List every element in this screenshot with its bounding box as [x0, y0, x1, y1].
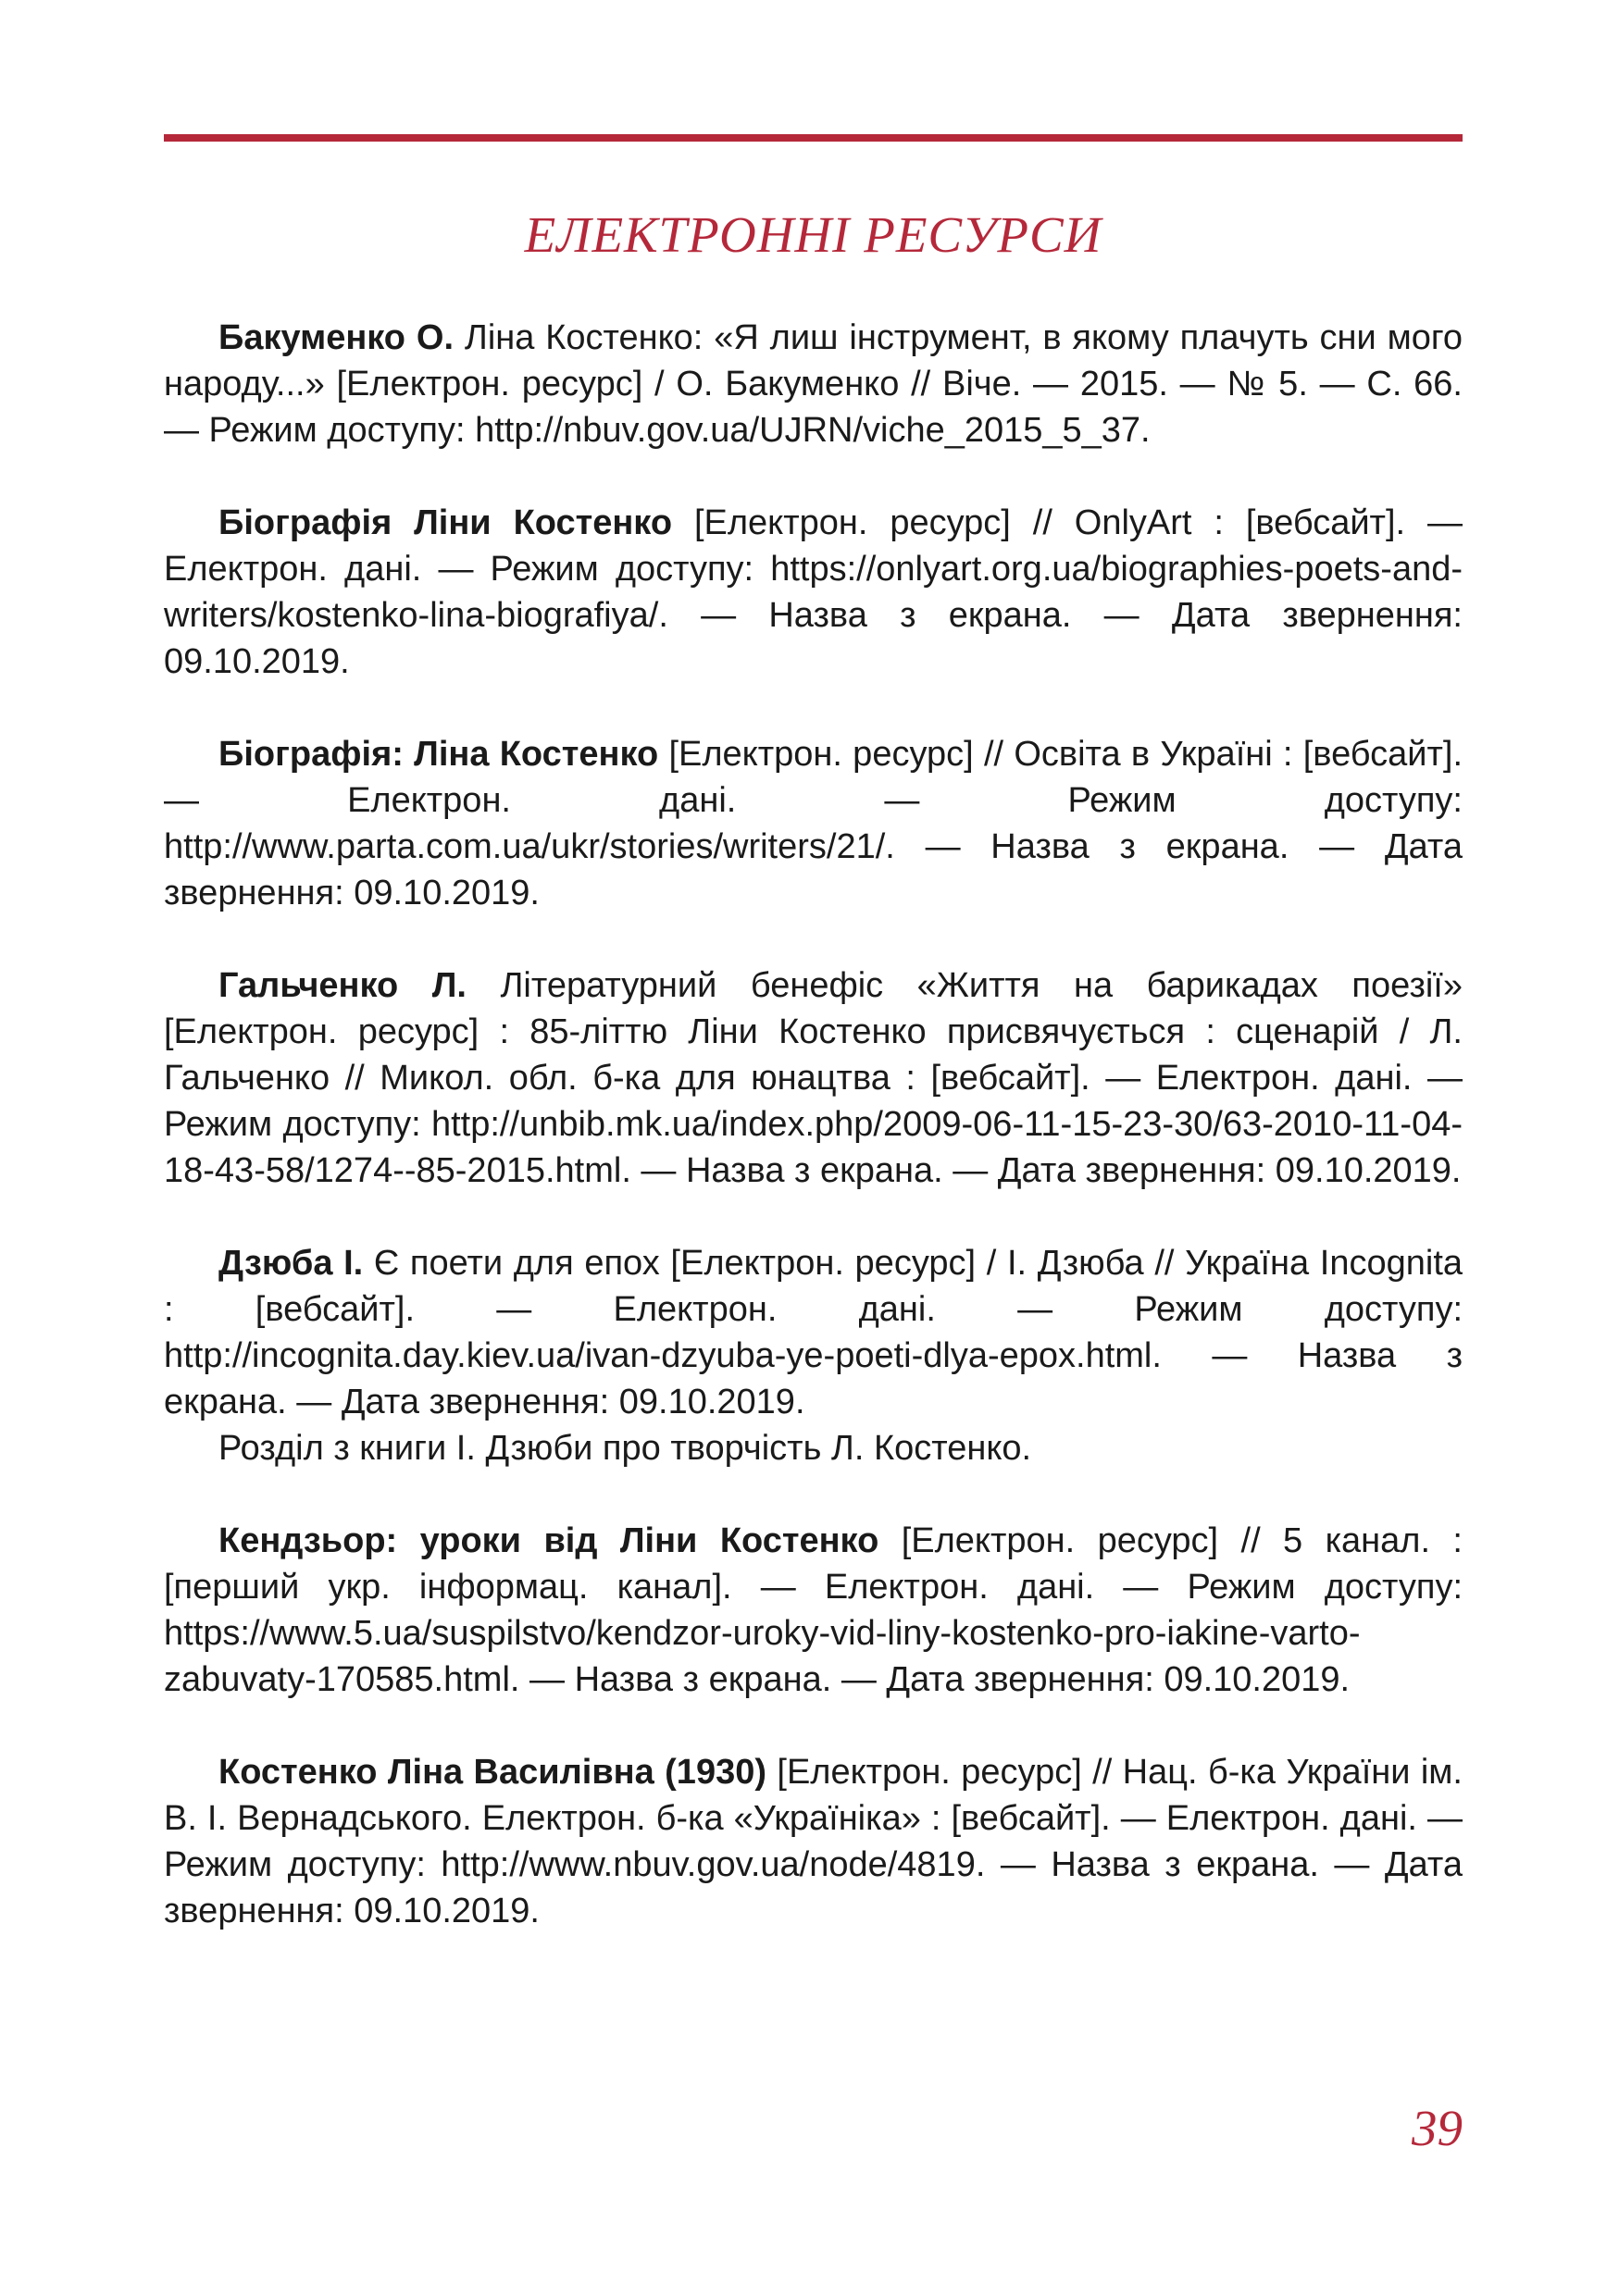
entry-author: Гальченко Л. [218, 966, 467, 1005]
entry-text: Ліна Костенко: «Я лиш інструмент, в якому плачуть сни мого народу...» [Електрон. ресурс] / О. Бакуменко // Віче. — 2015. — № 5. — С. 66. — Режим доступу: http://nbuv.gov.ua/UJRN/viche_2015_5_37. [164, 318, 1463, 450]
bibliography-entry [164, 500, 1463, 685]
entry-text: [Електрон. ресурс] // OnlyArt : [вебсайт]. — Електрон. дані. — Режим доступу: https://onlyart.org.ua/biographies-poets-and-writers/kostenko-lina-biografiya/. — Назва з екрана. — Дата звернення: 09.10.2019. [164, 503, 1463, 681]
section-title: ЕЛЕКТРОННІ РЕСУРСИ [524, 206, 1102, 263]
entry-citation [164, 315, 1463, 453]
entry-citation [164, 500, 1463, 685]
entry-author: Біографія: Ліна Костенко [218, 735, 659, 774]
entry-text: [Електрон. ресурс] // Нац. б-ка України ім. В. І. Вернадського. Електрон. б-ка «Україніка» : [вебсайт]. — Електрон. дані. — Режим доступу: http://www.nbuv.gov.ua/node/4819. — Назва з екрана. — Дата звернення: 09.10.2019. [164, 1753, 1463, 1930]
entry-author: Дзюба І. [218, 1244, 364, 1283]
bibliography-list [164, 315, 1463, 1980]
page-number: 39 [1412, 2100, 1463, 2156]
entry-author: Кендзьор: уроки від Ліни Костенко [218, 1521, 879, 1560]
entry-citation [164, 731, 1463, 916]
entry-citation [164, 1518, 1463, 1703]
entry-text: Літературний бенефіс «Життя на барикадах поезії» [Електрон. ресурс] : 85-літтю Ліни Костенко присвячується : сценарій / Л. Гальченко // Микол. обл. б-ка для юнацтва : [вебсайт]. — Електрон. дані. — Режим доступу: http://unbib.mk.ua/index.php/2009-06-11-15-23-30/63-2010-11-04-18-43-58/1274--85-2015.html. — Назва з екрана. — Дата звернення: 09.10.2019. [164, 966, 1463, 1190]
entry-text: Є поети для епох [Електрон. ресурс] / І. Дзюба // Україна Incognita : [вебсайт]. — Електрон. дані. — Режим доступу: http://incognita.day.kiev.ua/ivan-dzyuba-ye-poeti-dlya-epox.html. — Назва з екрана. — Дата звернення: 09.10.2019. [164, 1244, 1463, 1421]
bibliography-entry [164, 1240, 1463, 1471]
entry-citation [164, 962, 1463, 1194]
entry-text: [Електрон. ресурс] // 5 канал. : [перший укр. інформац. канал]. — Електрон. дані. — Режим доступу: https://www.5.ua/suspilstvo/kendzor-uroky-vid-liny-kostenko-pro-iakine-varto-zabuvaty-170585.html. — Назва з екрана. — Дата звернення: 09.10.2019. [164, 1521, 1463, 1699]
entry-note: Розділ з книги І. Дзюби про творчість Л. Костенко. [218, 1429, 1032, 1468]
bibliography-entry [164, 731, 1463, 916]
entry-text: [Електрон. ресурс] // Освіта в Україні : [вебсайт]. — Електрон. дані. — Режим доступу: http://www.parta.com.ua/ukr/stories/writers/21/. — Назва з екрана. — Дата звернення: 09.10.2019. [164, 735, 1463, 912]
bibliography-entry [164, 1749, 1463, 1934]
entry-author: Біографія Ліни Костенко [218, 503, 673, 542]
bibliography-entry [164, 1518, 1463, 1703]
bibliography-entry [164, 962, 1463, 1194]
bibliography-entry [164, 315, 1463, 453]
entry-citation [164, 1240, 1463, 1425]
entry-author: Бакуменко О. [218, 318, 455, 357]
entry-author: Костенко Ліна Василівна (1930) [218, 1753, 766, 1792]
entry-citation [164, 1749, 1463, 1934]
top-divider-rule [164, 134, 1463, 142]
